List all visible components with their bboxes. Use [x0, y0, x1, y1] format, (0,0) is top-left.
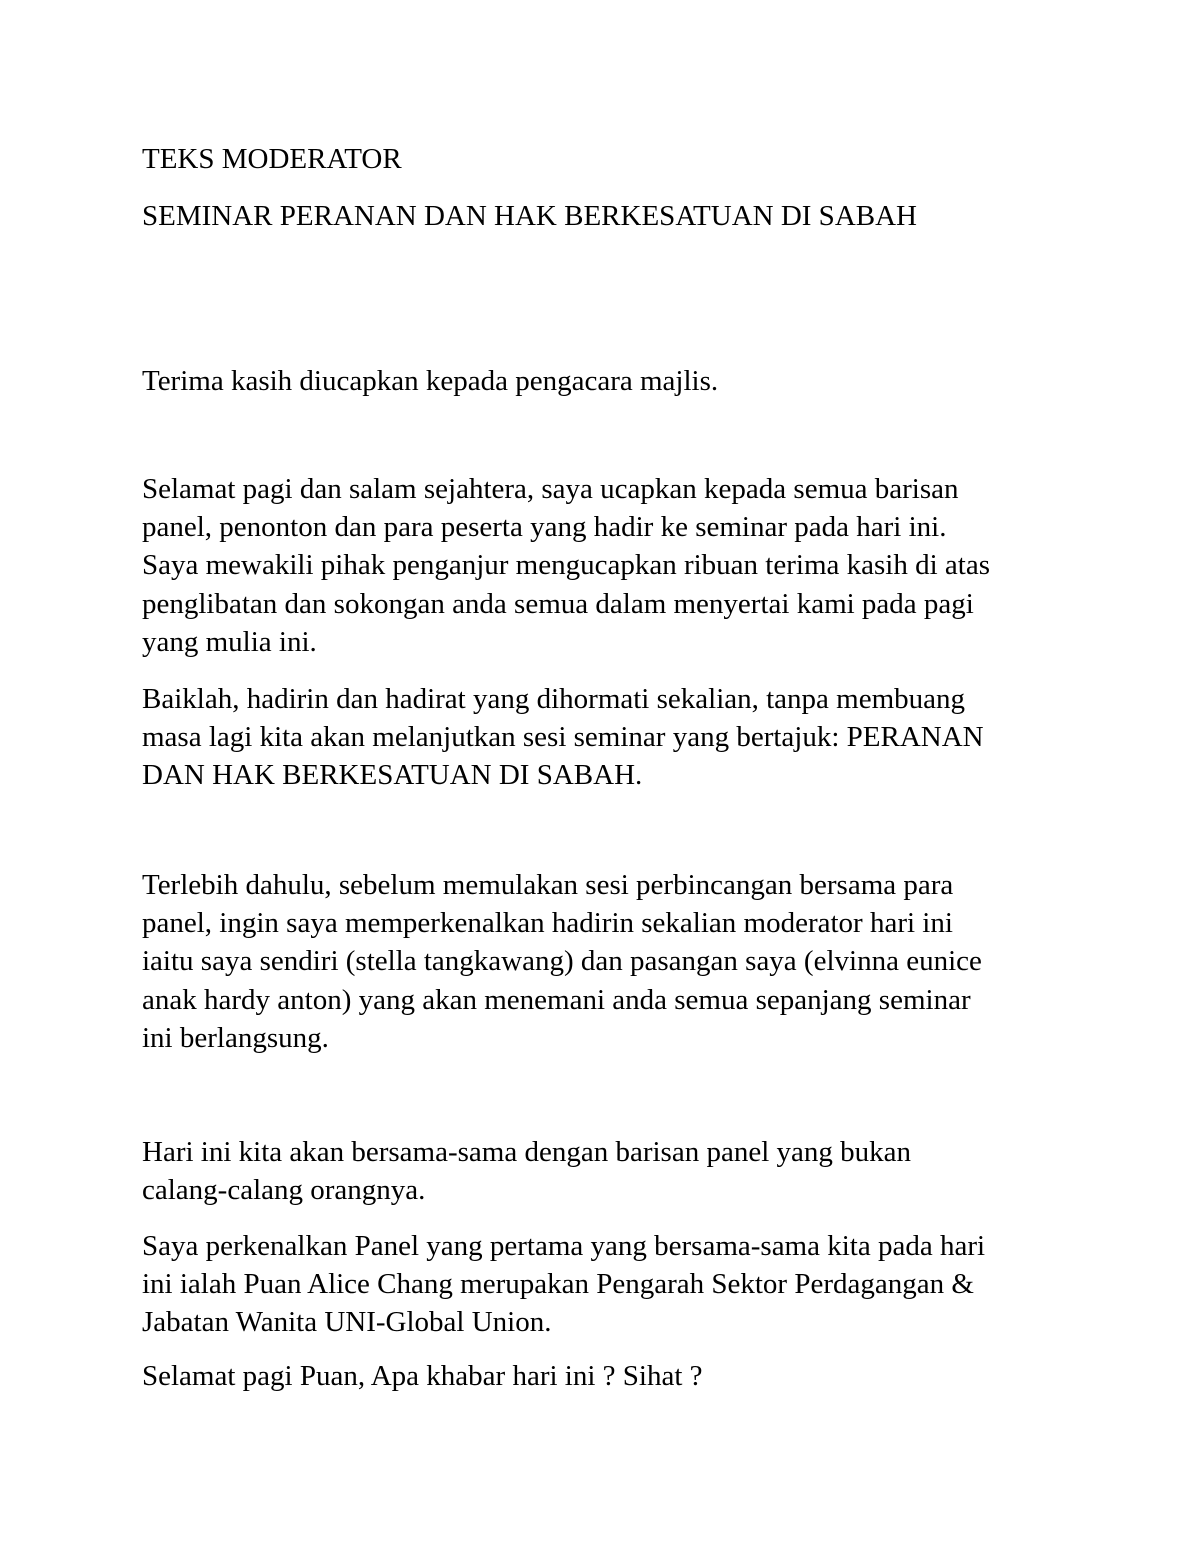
paragraph-line: anak hardy anton) yang akan menemani anda semua sepanjang seminar [142, 983, 971, 1016]
paragraph-line: ini ialah Puan Alice Chang merupakan Pengarah Sektor Perdagangan & [142, 1268, 974, 1301]
paragraph-line: Saya perkenalkan Panel yang pertama yang bersama-sama kita pada hari [142, 1230, 986, 1262]
paragraph-line: calang-calang orangnya. [142, 1174, 426, 1207]
paragraph-line: Selamat pagi dan salam sejahtera, saya ucapkan kepada semua barisan [142, 473, 959, 505]
paragraph-line: panel, penonton dan para peserta yang hadir ke seminar pada hari ini. [142, 511, 947, 544]
paragraph-line: Saya mewakili pihak penganjur mengucapkan ribuan terima kasih di atas [142, 549, 990, 582]
paragraph-line: DAN HAK BERKESATUAN DI SABAH. [142, 759, 643, 792]
paragraph-line: penglibatan dan sokongan anda semua dalam menyertai kami pada pagi [142, 587, 974, 620]
paragraph-line: Terima kasih diucapkan kepada pengacara majlis. [142, 365, 719, 397]
paragraph-line: Jabatan Wanita UNI-Global Union. [142, 1306, 552, 1339]
paragraph-line: Baiklah, hadirin dan hadirat yang dihormati sekalian, tanpa membuang [142, 683, 966, 715]
paragraph-line: Hari ini kita akan bersama-sama dengan barisan panel yang bukan [142, 1136, 912, 1168]
paragraph-panel-intro [142, 1133, 1072, 1209]
document-title: TEKS MODERATOR [142, 143, 402, 175]
document-subtitle: SEMINAR PERANAN DAN HAK BERKESATUAN DI SABAH [142, 200, 917, 232]
paragraph-line: masa lagi kita akan melanjutkan sesi seminar yang bertajuk: PERANAN [142, 721, 984, 754]
paragraph-thanks-emcee [142, 362, 1072, 400]
paragraph-line: iaitu saya sendiri (stella tangkawang) dan pasangan saya (elvinna eunice [142, 945, 982, 978]
paragraph-line: yang mulia ini. [142, 625, 317, 658]
paragraph-first-panel [142, 1227, 1072, 1342]
paragraph-line: Terlebih dahulu, sebelum memulakan sesi perbincangan bersama para [142, 869, 954, 901]
paragraph-line: ini berlangsung. [142, 1021, 329, 1054]
paragraph-greeting [142, 470, 1072, 661]
paragraph-session-intro [142, 680, 1072, 795]
paragraph-line: panel, ingin saya memperkenalkan hadirin sekalian moderator hari ini [142, 907, 953, 940]
paragraph-line: Selamat pagi Puan, Apa khabar hari ini ? Sihat ? [142, 1360, 703, 1392]
paragraph-greeting-panel [142, 1357, 1072, 1395]
paragraph-moderator-intro [142, 866, 1072, 1057]
